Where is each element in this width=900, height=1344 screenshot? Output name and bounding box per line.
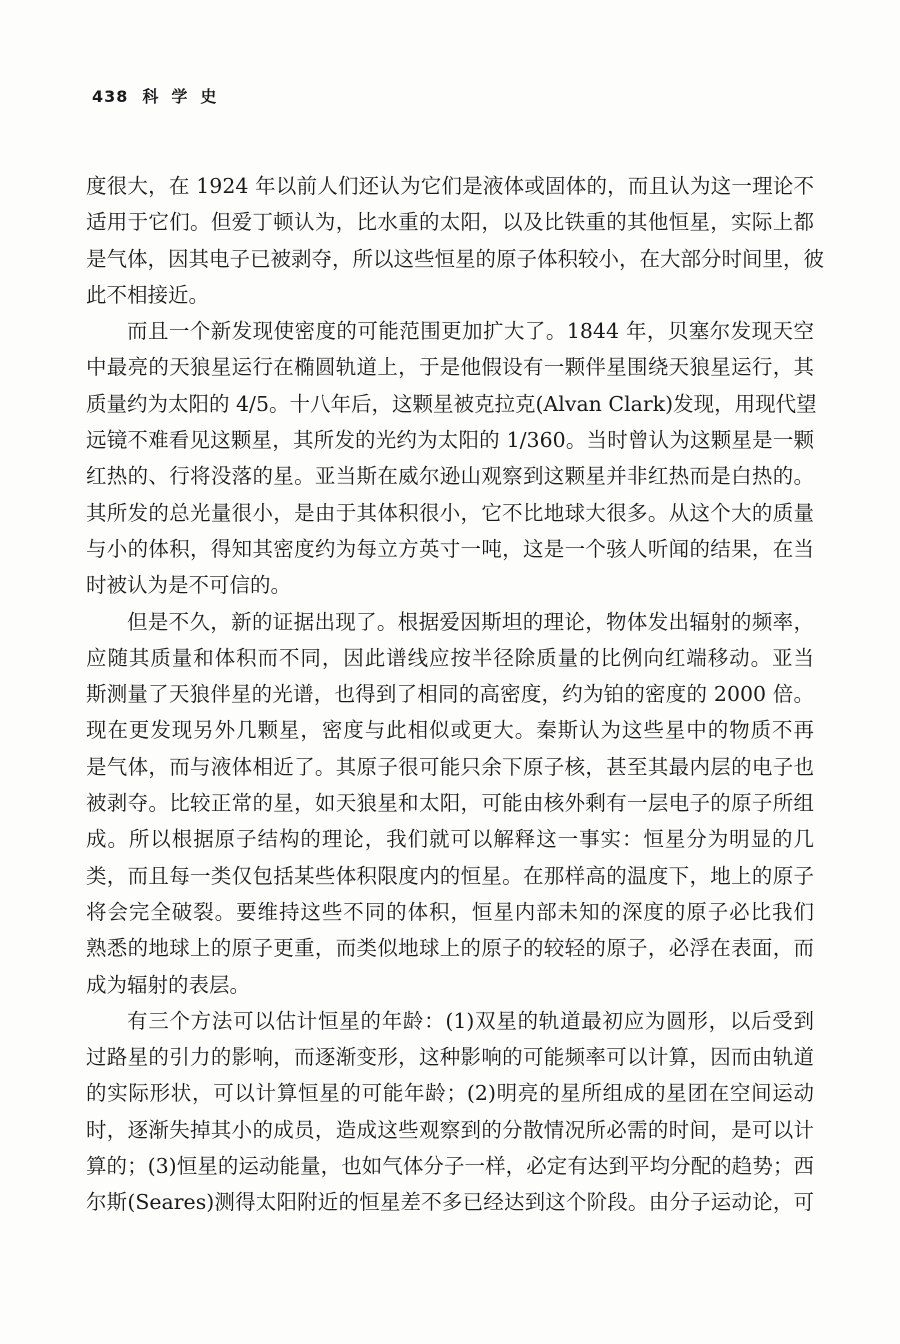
text-line: 是气体，而与液体相近了。其原子很可能只余下原子核，甚至其最内层的电子也 bbox=[86, 754, 814, 779]
text-line: 时，逐渐失掉其小的成员，造成这些观察到的分散情况所必需的时间，是可以计 bbox=[86, 1117, 814, 1142]
text-line: 成为辐射的表层。 bbox=[86, 972, 250, 997]
text-line: 而且一个新发现使密度的可能范围更加扩大了。1844 年，贝塞尔发现天空 bbox=[127, 319, 814, 344]
text-line: 度很大，在 1924 年以前人们还认为它们是液体或固体的，而且认为这一理论不 bbox=[86, 174, 814, 198]
body-text bbox=[86, 168, 824, 1221]
text-line: 时被认为是不可信的。 bbox=[86, 573, 291, 598]
text-line: 远镜不难看见这颗星，其所发的光约为太阳的 1/360。当时曾认为这颗星是一颗 bbox=[86, 428, 814, 453]
book-title: 科学史 bbox=[142, 87, 230, 106]
text-line: 此不相接近。 bbox=[86, 282, 209, 307]
text-line: 斯测量了天狼伴星的光谱，也得到了相同的高密度，约为铂的密度的 2000 倍。 bbox=[86, 682, 814, 707]
text-line: 质量约为太阳的 4/5。十八年后，这颗星被克拉克(Alvan Clark)发现，用现代望 bbox=[86, 391, 817, 416]
text-line: 成。所以根据原子结构的理论，我们就可以解释这一事实：恒星分为明显的几 bbox=[86, 827, 814, 852]
text-line: 过路星的引力的影响，而逐渐变形，这种影响的可能频率可以计算，因而由轨道 bbox=[86, 1045, 814, 1070]
text-line: 红热的、行将没落的星。亚当斯在威尔逊山观察到这颗星并非红热而是白热的。 bbox=[86, 464, 814, 489]
text-line: 中最亮的天狼星运行在椭圆轨道上，于是他假设有一颗伴星围绕天狼星运行，其 bbox=[86, 355, 814, 380]
page-number: 438 bbox=[92, 87, 129, 106]
text-line: 适用于它们。但爱丁顿认为，比水重的太阳，以及比铁重的其他恒星，实际上都 bbox=[86, 210, 814, 235]
text-line: 有三个方法可以估计恒星的年龄：(1)双星的轨道最初应为圆形，以后受到 bbox=[127, 1008, 814, 1033]
running-head bbox=[92, 84, 229, 107]
text-line: 与小的体积，得知其密度约为每立方英寸一吨，这是一个骇人听闻的结果，在当 bbox=[86, 536, 814, 561]
text-line: 是气体，因其电子已被剥夺，所以这些恒星的原子体积较小，在大部分时间里，彼 bbox=[86, 246, 824, 271]
text-line: 但是不久，新的证据出现了。根据爱因斯坦的理论，物体发出辐射的频率， bbox=[127, 609, 814, 634]
text-line: 其所发的总光量很小，是由于其体积很小，它不比地球大很多。从这个大的质量 bbox=[86, 500, 814, 525]
text-line: 熟悉的地球上的原子更重，而类似地球上的原子的较轻的原子，必浮在表面，而 bbox=[86, 936, 814, 961]
text-line: 应随其质量和体积而不同，因此谱线应按半径除质量的比例向红端移动。亚当 bbox=[86, 645, 814, 670]
text-line: 现在更发现另外几颗星，密度与此相似或更大。秦斯认为这些星中的物质不再 bbox=[86, 718, 814, 743]
text-line: 类，而且每一类仅包括某些体积限度内的恒星。在那样高的温度下，地上的原子 bbox=[86, 863, 814, 888]
text-line: 将会完全破裂。要维持这些不同的体积，恒星内部未知的深度的原子必比我们 bbox=[86, 899, 814, 924]
text-line: 尔斯(Seares)测得太阳附近的恒星差不多已经达到这个阶段。由分子运动论，可 bbox=[86, 1190, 814, 1215]
text-line: 被剥夺。比较正常的星，如天狼星和太阳，可能由核外剩有一层电子的原子所组 bbox=[86, 791, 814, 816]
text-line: 算的；(3)恒星的运动能量，也如气体分子一样，必定有达到平均分配的趋势；西 bbox=[86, 1154, 814, 1179]
text-line: 的实际形状，可以计算恒星的可能年龄；(2)明亮的星所组成的星团在空间运动 bbox=[86, 1081, 814, 1106]
